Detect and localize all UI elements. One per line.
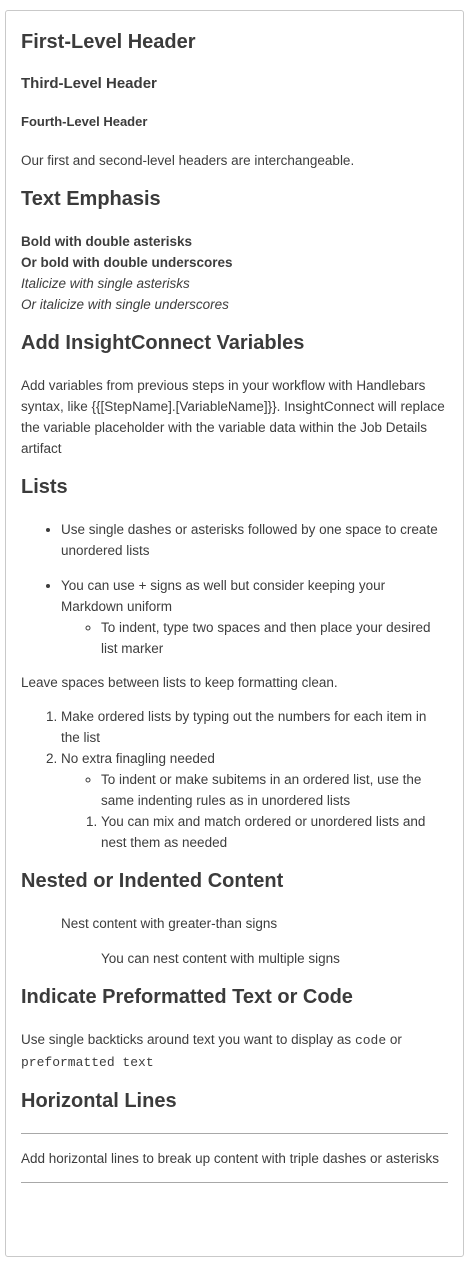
third-level-header: Third-Level Header (21, 75, 157, 92)
horizontal-lines-header: Horizontal Lines (21, 1090, 177, 1112)
first-level-header: First-Level Header (21, 31, 196, 53)
ordered-list (21, 706, 448, 853)
bold-asterisks-text: Bold with double asterisks (21, 234, 193, 249)
markdown-content (6, 11, 463, 1183)
variables-body: Add variables from previous steps in your workflow with Handlebars syntax, like {{[StepName].[VariableName]}}. InsightConnect will replace the variable placeholder with the variable data within the Job Details artifact (21, 378, 445, 456)
nested-ordered-list (61, 811, 448, 853)
inline-code: code (354, 1033, 387, 1048)
nested-unordered-list (61, 617, 448, 659)
horizontal-lines-body: Add horizontal lines to break up content with triple dashes or asterisks (21, 1151, 439, 1166)
italic-underscores-text: Or italicize with single underscores (21, 297, 229, 312)
list-item: ◦ To indent or make subitems in an ordered list, use the same indenting rules as in unordered lists (101, 769, 448, 811)
list-item: • Use single dashes or asterisks followed by one space to create unordered lists (61, 519, 448, 561)
markdown-preview-panel (5, 10, 464, 1257)
list-item: ◦ To indent, type two spaces and then place your desired list marker (101, 617, 448, 659)
nested-content-header: Nested or Indented Content (21, 870, 284, 892)
italic-asterisks-text: Italicize with single asterisks (21, 276, 190, 291)
code-body: Use single backticks around text you want to display as code or preformatted text (21, 1032, 402, 1070)
lists-between-note: Leave spaces between lists to keep formatting clean. (21, 675, 338, 690)
list-item: • You can use + signs as well but consider keeping your Markdown uniform ◦ To indent, type two spaces and then place your desired list marker (61, 575, 448, 659)
blockquote-level-2: You can nest content with multiple signs (101, 951, 340, 966)
nested-unordered-list (61, 769, 448, 811)
list-item: 2. No extra finagling needed ◦ To indent or make subitems in an ordered list, use the same indenting rules as in unordered lists 1. You can mix and match ordered or unordered lists and nest them as needed (61, 748, 448, 853)
horizontal-rule (21, 1133, 448, 1134)
inline-code: preformatted text (21, 1055, 154, 1070)
blockquote-level-1: Nest content with greater-than signs (61, 916, 278, 931)
headers-note: Our first and second-level headers are interchangeable. (21, 153, 355, 168)
code-header: Indicate Preformatted Text or Code (21, 986, 353, 1008)
list-item: 1. You can mix and match ordered or unordered lists and nest them as needed (101, 811, 448, 853)
text-emphasis-header: Text Emphasis (21, 188, 161, 210)
variables-header: Add InsightConnect Variables (21, 332, 305, 354)
list-item: 1. Make ordered lists by typing out the numbers for each item in the list (61, 706, 448, 748)
bold-underscores-text: Or bold with double underscores (21, 255, 233, 270)
fourth-level-header: Fourth-Level Header (21, 114, 148, 129)
unordered-list (21, 519, 448, 659)
emphasis-examples (21, 231, 448, 315)
lists-header: Lists (21, 476, 68, 498)
horizontal-rule (21, 1182, 448, 1183)
